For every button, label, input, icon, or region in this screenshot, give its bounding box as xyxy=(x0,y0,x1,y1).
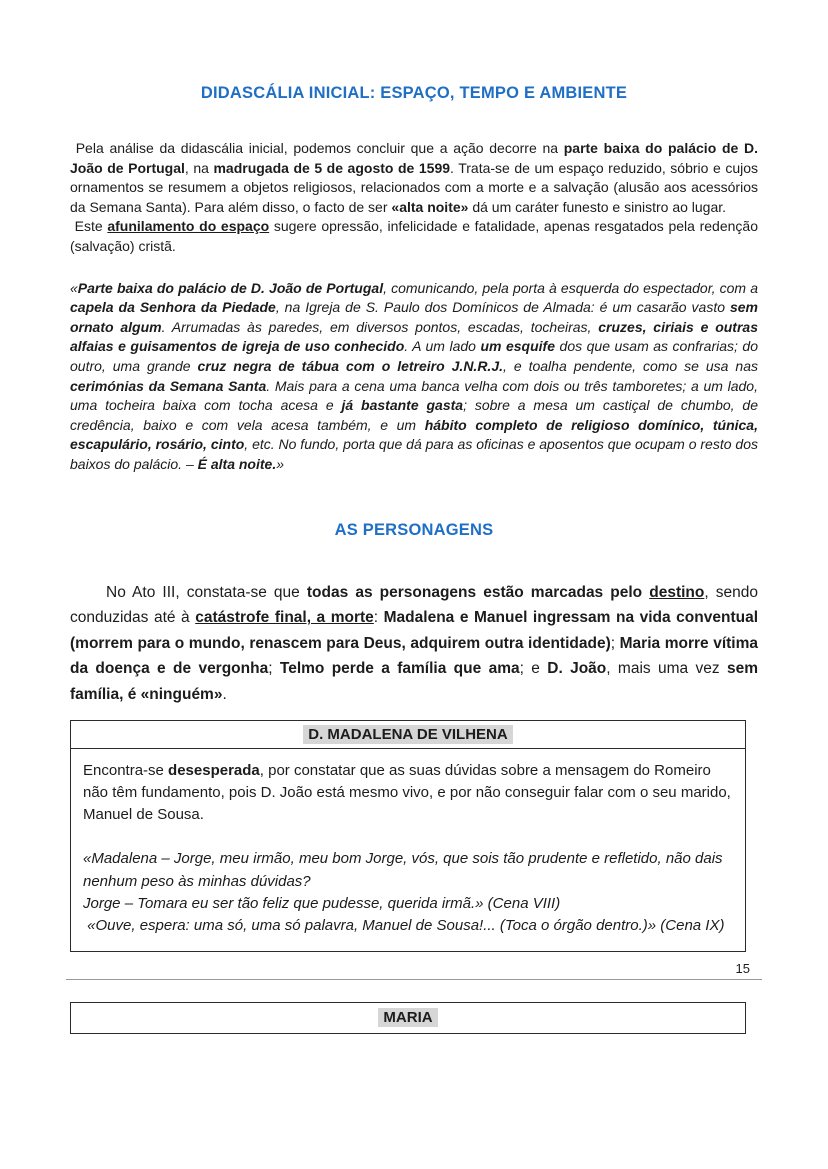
page-number: 15 xyxy=(735,960,750,976)
maria-box-header xyxy=(71,1003,745,1033)
didascalia-analysis-paragraph: Pela análise da didascália inicial, podemos concluir que a ação decorre na parte baixa do palácio de D. João de Portugal, na madrugada de 5 de agosto de 1599. Trata-se de um espaço reduzido, sóbrio e cujos ornamentos se resumem a objetos religiosos, relacionados com a morte e a salvação (alusão aos acessórios da Semana Santa). Para além disso, o facto de ser «alta noite» dá um caráter funesto e sinistro ao lugar. Este afunilamento do espaço sugere opressão, infelicidade e fatalidade, apenas resgatados pela redenção (salvação) cristã. xyxy=(70,140,758,254)
maria-character-box xyxy=(70,1002,746,1034)
madalena-character-box xyxy=(70,720,746,951)
maria-box-title: MARIA xyxy=(378,1008,437,1027)
madalena-box-title: D. MADALENA DE VILHENA xyxy=(303,725,512,744)
personagens-intro-paragraph: No Ato III, constata-se que todas as personagens estão marcadas pelo destino, sendo conduzidas até à catástrofe final, a morte: Madalena e Manuel ingressam na vida conventual (morrem para o mundo, renascem para Deus, adquirem outra identidade); Maria morre vítima da doença e de vergonha; Telmo perde a família que ama; e D. João, mais uma vez sem família, é «ninguém». xyxy=(70,583,759,703)
page-break-line xyxy=(66,979,762,980)
madalena-description: Encontra-se desesperada, por constatar que as suas dúvidas sobre a mensagem do Romeiro não têm fundamento, pois D. João está mesmo vivo, e por não conseguir falar com o seu marido, Manuel de Sousa. xyxy=(83,762,731,824)
madalena-quotes: «Madalena – Jorge, meu irmão, meu bom Jorge, vós, que sois tão prudente e refletido, não dais nenhum peso às minhas dúvidas? Jorge – Tomara eu ser tão feliz que pudesse, querida irmã.» (Cena VIII) «Ouve, espera: uma só, uma só palavra, Manuel de Sousa!... (Toca o órgão dentro.)» (Cena IX) xyxy=(83,850,725,934)
section-title-personagens: AS PERSONAGENS xyxy=(334,520,494,539)
madalena-box-body xyxy=(71,749,745,950)
page-number-row xyxy=(70,961,758,977)
section-title-didascalia: DIDASCÁLIA INICIAL: ESPAÇO, TEMPO E AMBIENTE xyxy=(200,84,628,102)
didascalia-stage-directions-quote: «Parte baixa do palácio de D. João de Portugal, comunicando, pela porta à esquerda do espectador, com a capela da Senhora da Piedade, na Igreja de S. Paulo dos Domínicos de Almada: é um casarão vasto sem ornato algum. Arrumadas às paredes, em diversos pontos, escadas, tocheiras, cruzes, ciriais e outras alfaias e guisamentos de igreja de uso conhecido. A um lado um esquife dos que usam as confrarias; do outro, uma grande cruz negra de tábua com o letreiro J.N.R.J., e toalha pendente, como se usa nas cerimónias da Semana Santa. Mais para a cena uma banca velha com dois ou três tamboretes; a um lado, uma tocheira baixa com tocha acesa e já bastante gasta; sobre a mesa um castiçal de chumbo, de credência, baixo e com vela acesa também, e um hábito completo de religioso domínico, túnica, escapulário, rosário, cinto, etc. No fundo, porta que dá para as oficinas e aposentos que ocupam o resto dos baixos do palácio. – É alta noite.» xyxy=(70,279,759,472)
madalena-box-header xyxy=(71,721,745,749)
